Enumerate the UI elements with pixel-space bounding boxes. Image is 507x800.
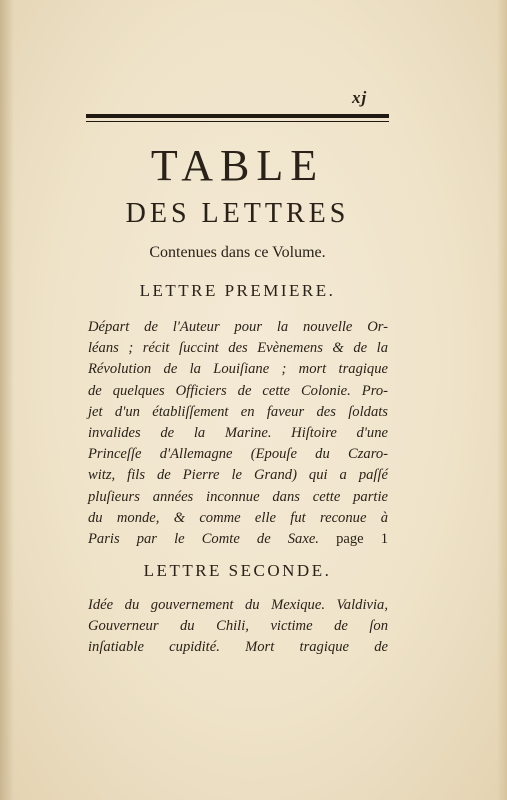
entry-line: witz, fils de Pierre le Grand) qui a paſſé bbox=[88, 467, 388, 484]
header-rule-thick bbox=[86, 114, 389, 118]
section-heading-1: LETTRE PREMIERE. bbox=[139, 281, 336, 300]
section-heading-2: LETTRE SECONDE. bbox=[143, 561, 332, 580]
page-caption: Contenues dans ce Volume. bbox=[149, 244, 326, 261]
page-number: xj bbox=[352, 88, 368, 107]
entry-line: invalides de la Marine. Hiſtoire d'une bbox=[88, 425, 388, 442]
header-rule-thin bbox=[86, 121, 389, 122]
entry-line: Idée du gouvernement du Mexique. Valdivia, bbox=[88, 597, 388, 613]
entry-line: Gouverneur du Chili, victime de ſon bbox=[88, 618, 388, 635]
section-entry-1 bbox=[88, 317, 388, 550]
page-subtitle: DES LETTRES bbox=[125, 198, 350, 229]
entry-line: de quelques Officiers de cette Colonie. Pro- bbox=[88, 382, 388, 399]
entry-last-line bbox=[88, 529, 388, 550]
entry-line: jet d'un établiſſement en faveur des ſoldats bbox=[88, 403, 388, 420]
page-reference: page 1 bbox=[336, 531, 388, 548]
entry-line: Princeſſe d'Allemagne (Epouſe du Czaro- bbox=[88, 446, 388, 463]
entry-line: léans ; récit ſuccint des Evènemens & de la bbox=[88, 340, 388, 357]
entry-line: Départ de l'Auteur pour la nouvelle Or- bbox=[88, 319, 388, 335]
entry-line: Révolution de la Louiſiane ; mort tragique bbox=[88, 361, 388, 378]
entry-line-text: Paris par le Comte de Saxe. bbox=[88, 531, 319, 548]
entry-line: du monde, & comme elle fut reconue à bbox=[88, 509, 388, 526]
entry-line: pluſieurs années inconnue dans cette partie bbox=[88, 488, 388, 505]
page-title: TABLE bbox=[150, 141, 325, 190]
section-entry-2 bbox=[88, 595, 388, 659]
entry-line: inſatiable cupidité. Mort tragique de bbox=[88, 639, 388, 656]
